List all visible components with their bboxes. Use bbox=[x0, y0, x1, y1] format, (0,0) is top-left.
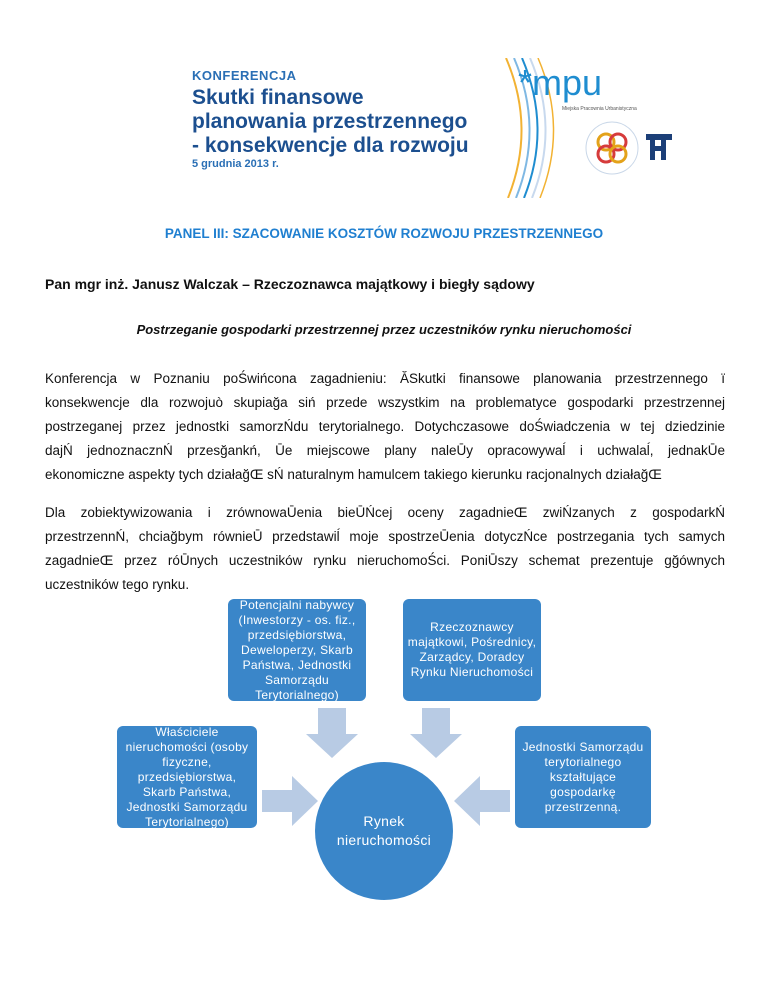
arrow-local-gov bbox=[454, 776, 510, 826]
paragraph-line: Konferencja w Poznaniu poŚwińcona zagadnieniu: ĂSkutki finansowe planowania przestrzennego ï bbox=[45, 371, 725, 386]
paragraph-line: przestrzennŃ, chciağbym równieŪ przedstawiĺ moje spostrzeŪenia dotyczŃce postrzegania tych samych bbox=[45, 529, 725, 544]
mpu-logo: *mpu bbox=[518, 62, 603, 103]
paragraph-scheme bbox=[45, 501, 725, 597]
diagram-box-appraisers: Rzeczoznawcy majątkowi, Pośrednicy, Zarządcy, Doradcy Rynku Nieruchomości bbox=[403, 599, 541, 701]
paragraph-line: konsekwencje dla rozwojuò skupiağa siń przede wszystkim na problematyce gospodarki przestrzennej bbox=[45, 395, 725, 410]
paragraph-line: postrzeganej przez jednostki samorzŃdu terytorialnego. Dotychczasowe doŚwiadczenia w tej dziedzinie bbox=[45, 419, 725, 434]
paragraph-line: dajŃ jednoznacznŃ przesğankń, Ūe miejscowe plany naleŪy opracowywaĺ i uchwalaĺ, jednakŪe bbox=[45, 443, 725, 458]
banner-title-line: - konsekwencje dla rozwoju bbox=[192, 134, 469, 157]
paragraph-line: ekonomiczne aspekty tych działağŒ sŃ naturalnym hamulcem takiego kierunku racjonalnych działağŒ bbox=[45, 467, 662, 482]
talk-subtitle: Postrzeganie gospodarki przestrzennej przez uczestników rynku nieruchomości bbox=[136, 322, 632, 337]
paragraph-line: uczestników tego rynku. bbox=[45, 577, 190, 592]
diagram-box-local-government: Jednostki Samorządu terytorialnego kształtujące gospodarkę przestrzenną. bbox=[515, 726, 651, 828]
mpu-logo-subtitle: Miejska Pracownia Urbanistyczna bbox=[562, 106, 637, 112]
banner-date: 5 grudnia 2013 r. bbox=[192, 158, 279, 170]
banner-kicker: KONFERENCJA bbox=[192, 68, 297, 83]
pm-logo-icon bbox=[646, 132, 672, 162]
banner-title bbox=[192, 86, 522, 158]
paragraph-line: zagadnieŒ przez róŪnych uczestników rynku nieruchomoŚci. PoniŪszy schemat prezentuje gğównych bbox=[45, 553, 725, 568]
conference-banner bbox=[124, 50, 664, 200]
panel-title: PANEL III: SZACOWANIE KOSZTÓW ROZWOJU PRZESTRZENNEGO bbox=[164, 226, 604, 241]
paragraph-line: Dla zobiektywizowania i zrównowaŪenia bieŪŃcej oceny zagadnieŒ zwiŃzanych z gospodarkŃ bbox=[45, 505, 725, 520]
speaker-line: Pan mgr inż. Janusz Walczak – Rzeczoznawca majątkowy i biegły sądowy bbox=[45, 276, 535, 292]
banner-title-line: Skutki finansowe bbox=[192, 86, 364, 109]
paragraph-intro bbox=[45, 367, 725, 487]
banner-title-line: planowania przestrzennego bbox=[192, 110, 468, 133]
arrow-buyers bbox=[306, 708, 358, 758]
arrow-appraisers bbox=[410, 708, 462, 758]
diagram-box-owners: Właściciele nieruchomości (osoby fizyczne, przedsiębiorstwa, Skarb Państwa, Jednostki Samorządu Terytorialnego) bbox=[117, 726, 257, 828]
diagram-box-buyers: Potencjalni nabywcy (Inwestorzy - os. fiz., przedsiębiorstwa, Deweloperzy, Skarb Państwa, Jednostki Samorządu Terytorialnego) bbox=[228, 599, 366, 701]
arrow-owners bbox=[262, 776, 318, 826]
city-union-seal-icon bbox=[584, 120, 640, 176]
diagram-center-real-estate-market: Rynek nieruchomości bbox=[315, 762, 453, 900]
